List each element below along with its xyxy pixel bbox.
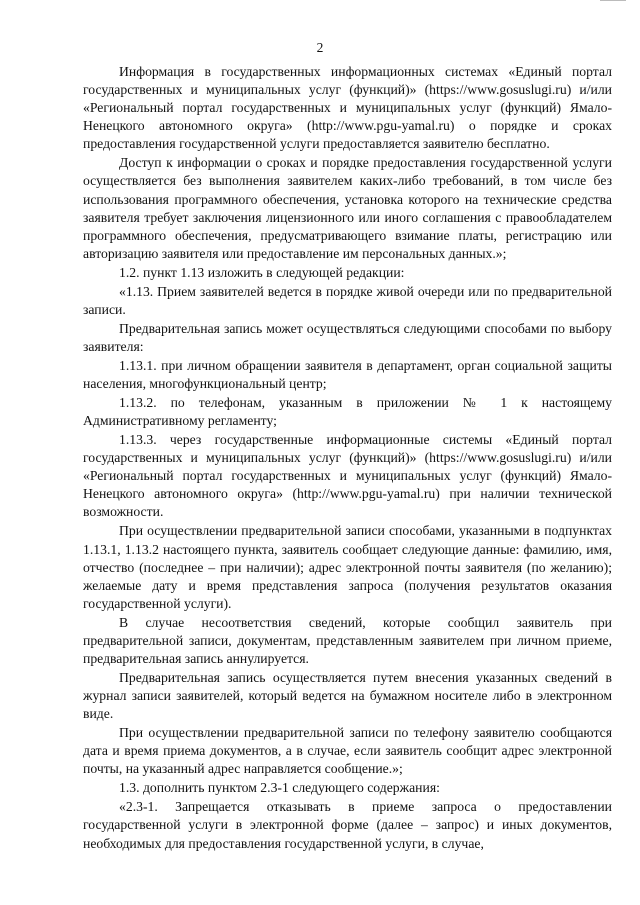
paragraph: Предварительная запись может осуществляться следующими способами по выбору заявителя: xyxy=(83,320,612,354)
paragraph: «2.3-1. Запрещается отказывать в приеме запроса о предоставлении государственной услуги в электронной форме (далее – запрос) и иных документов, необходимых для предоставления государственной услуги, в случае, xyxy=(83,799,612,851)
paragraph: Информация в государственных информационных системах «Единый портал государственных и муниципальных услуг (функций)» (https://www.gosuslugi.ru) и/или «Региональный портал государственных и муниципальных услуг (функций) Ямало-Ненецкого автономного округа» (http://www.pgu-yamal.ru) о порядке и сроках предоставления государственной услуги предоставляется заявителю бесплатно. xyxy=(83,64,612,152)
paragraph: Предварительная запись осуществляется путем внесения указанных сведений в журнал записи заявителей, который ведется на бумажном носителе либо в электронном виде. xyxy=(83,670,612,722)
paragraph: 1.3. дополнить пунктом 2.3-1 следующего содержания: xyxy=(119,780,440,796)
scan-edge-mark xyxy=(600,0,626,3)
paragraph: 1.13.3. через государственные информационные системы «Единый портал государственных и муниципальных услуг (функций)» (https://www.gosuslugi.ru) и/или «Региональный портал государственных и муниципальных услуг (функций) Ямало-Ненецкого автономного округа» (http://www.pgu-yamal.ru) при наличии технической возможности. xyxy=(83,432,612,520)
paragraph: 1.13.1. при личном обращении заявителя в департамент, орган социальной защиты населения, многофункциональный центр; xyxy=(83,357,612,392)
paragraph: Доступ к информации о сроках и порядке предоставления государственной услуги осуществляется без выполнения заявителем каких-либо требований, в том числе без использования программного обеспечения, установка которого на технические средства заявителя требует заключения лицензионного или иного соглашения с правообладателем программного обеспечения, предусматривающего взимание платы, регистрацию или авторизацию заявителя или предоставление им персональных данных.»; xyxy=(83,155,612,261)
paragraph: В случае несоответствия сведений, которые сообщил заявитель при предварительной записи, документам, представленным заявителем при личном приеме, предварительная запись аннулируется. xyxy=(83,614,612,667)
page-number: 2 xyxy=(316,40,324,55)
paragraph: При осуществлении предварительной записи по телефону заявителю сообщаются дата и время приема документов, а в случае, если заявитель сообщит адрес электронной почты, на указанный адрес направляется сообщение.»; xyxy=(83,725,612,777)
document-body xyxy=(83,63,612,853)
paragraph: При осуществлении предварительной записи способами, указанными в подпунктах 1.13.1, 1.13.2 настоящего пункта, заявитель сообщает следующие данные: фамилию, имя, отчество (последнее – при наличии); адрес электронной почты заявителя (по желанию); желаемые дату и время представления запроса (получения результатов оказания государственной услуги). xyxy=(83,523,612,611)
paragraph: 1.2. пункт 1.13 изложить в следующей редакции: xyxy=(119,264,405,280)
paragraph: «1.13. Прием заявителей ведется в порядке живой очереди или по предварительной записи. xyxy=(83,283,612,317)
paragraph: 1.13.2. по телефонам, указанным в приложении № 1 к настоящему Административному регламенту; xyxy=(83,395,612,429)
